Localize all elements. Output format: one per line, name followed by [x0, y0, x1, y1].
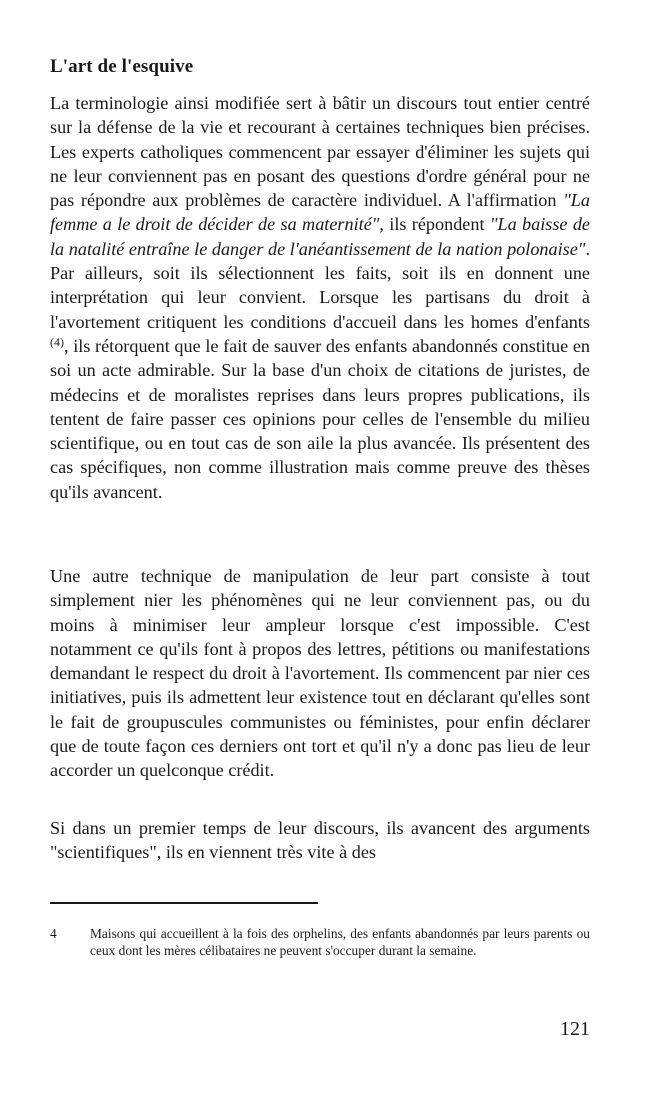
paragraph-1-text-b: , ils répondent	[379, 214, 490, 235]
paragraph-1	[50, 91, 590, 504]
page-number: 121	[560, 1018, 590, 1040]
quote-natality: "La baisse de la natalité entraîne le danger de l'anéantissement de la nation polonaise"	[50, 214, 590, 259]
paragraph-1-text-c: . Par ailleurs, soit ils sélectionnent les faits, soit ils en donnent une interprétation qui leur convient. Lorsque les partisans du droit à l'avortement critiquent les conditions d'accueil dans les homes d'enfants	[50, 238, 590, 332]
paragraph-2: Une autre technique de manipulation de leur part consiste à tout simplement nier les phénomènes qui ne leur conviennent pas, ou du moins à minimiser leur ampleur lorsque c'est impossible. C'est notamment ce qu'ils font à propos des lettres, pétitions ou manifestations demandant le respect du droit à l'avortement. Ils commencent par nier ces initiatives, puis ils admettent leur existence tout en déclarant qu'elles sont le fait de groupuscules communistes ou féministes, pour enfin déclarer que de toute façon ces derniers ont tort et qu'il n'y a donc pas lieu de leur accorder un quelconque crédit.	[50, 566, 590, 781]
paragraph-1-text-d: , ils rétorquent que le fait de sauver des enfants abandonnés constitue en soi un acte admirable. Sur la base d'un choix de citations de juristes, de médecins et de moralistes reprises dans leurs propres publications, ils tentent de faire passer ces opinions pour celles de l'ensemble du milieu scientifique, ou en tout cas de son aile la plus avancée. Ils présentent des cas spécifiques, non comme illustration mais comme preuve des thèses qu'ils avancent.	[50, 335, 590, 502]
quote-women-right: "La femme a le droit de décider de sa maternité"	[50, 190, 590, 235]
paragraph-1-text-a: La terminologie ainsi modifiée sert à bâtir un discours tout entier centré sur la défense de la vie et recourant à certaines techniques bien précises. Les experts catholiques commencent par essayer d'éliminer les sujets qui ne leur conviennent pas en posant des questions d'ordre général pour ne pas répondre aux problèmes de caractère individuel. A l'affirmation	[50, 93, 590, 211]
footnote-number: 4	[50, 926, 57, 941]
footnote-text: Maisons qui accueillent à la fois des orphelins, des enfants abandonnés par leurs parents ou ceux dont les mères célibataires ne peuvent s'occuper durant la semaine.	[90, 926, 590, 958]
footnote-separator	[50, 902, 318, 904]
footnote-reference: (4)	[50, 334, 64, 349]
section-heading: L'art de l'esquive	[50, 56, 194, 77]
paragraph-3: Si dans un premier temps de leur discours, ils avancent des arguments "scientifiques", ils en viennent très vite à des	[50, 818, 590, 863]
